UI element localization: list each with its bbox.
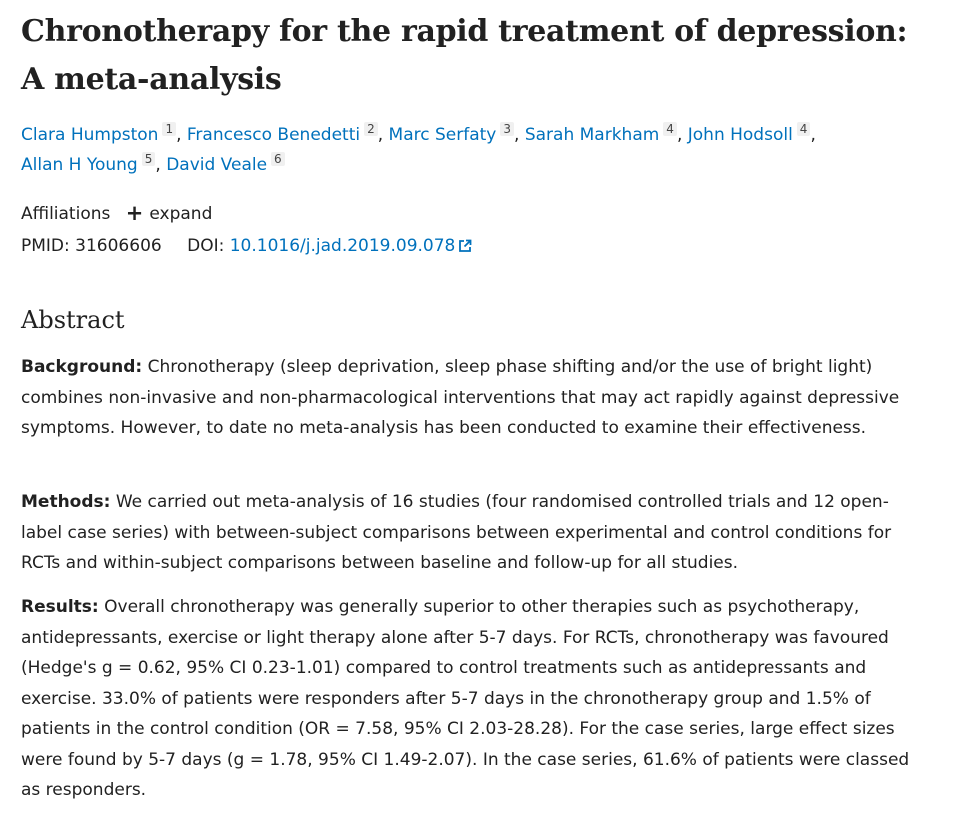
author-link[interactable]: Marc Serfaty	[388, 125, 497, 145]
author-item	[388, 122, 514, 145]
author-separator: ,	[155, 155, 167, 175]
section-text: Chronotherapy (sleep deprivation, sleep phase shifting and/or the use of bright light) combines non-invasive and non-pharmacological interventions that may act rapidly against depressive symptoms. However, to date no meta-analysis has been conducted to examine their effectiveness.	[21, 357, 900, 438]
section-text: We carried out meta-analysis of 16 studies (four randomised controlled trials and 12 open-label case series) with between-subject comparisons between experimental and control conditions for RCTs and within-subject comparisons between baseline and follow-up for all studies.	[21, 492, 892, 573]
abstract-results	[21, 592, 926, 806]
affiliations-row	[21, 198, 212, 228]
section-text: Overall chronotherapy was generally superior to other therapies such as psychotherapy, antidepressants, exercise or light therapy alone after 5-7 days. For RCTs, chronotherapy was favoured (Hedge's g = 0.62, 95% CI 0.23-1.01) compared to control treatments such as antidepressants and exercise. 33.0% of patients were responders after 5-7 days in the chronotherapy group and 1.5% of patients in the control condition (OR = 7.58, 95% CI 2.03-28.28). For the case series, large effect sizes were found by 5-7 days (g = 1.78, 95% CI 1.49-2.07). In the case series, 61.6% of patients were classed as responders.	[21, 597, 910, 800]
author-item	[687, 122, 811, 145]
affiliations-expand-button[interactable]	[125, 201, 213, 225]
affiliation-number[interactable]: 2	[364, 122, 378, 136]
abstract-methods	[21, 487, 926, 579]
plus-icon: +	[125, 201, 144, 225]
affiliation-number[interactable]: 1	[162, 122, 176, 136]
author-link[interactable]: Francesco Benedetti	[186, 125, 361, 145]
author-item	[21, 152, 155, 175]
abstract-background	[21, 352, 926, 444]
expand-label: expand	[149, 204, 213, 224]
author-link[interactable]: David Veale	[166, 155, 268, 175]
doi-label: DOI:	[187, 236, 225, 256]
author-item	[166, 152, 285, 175]
author-item	[21, 122, 176, 145]
section-label: Results:	[21, 597, 99, 617]
article-title: Chronotherapy for the rapid treatment of depression: A meta-analysis	[21, 14, 908, 97]
pmid-label: PMID:	[21, 236, 70, 256]
abstract-heading: Abstract	[21, 306, 125, 334]
doi-link[interactable]	[230, 236, 473, 256]
authors-list	[21, 120, 921, 180]
pmid-value: 31606606	[75, 236, 162, 256]
affiliation-number[interactable]: 6	[271, 152, 285, 166]
author-item	[524, 122, 677, 145]
article-ids	[21, 232, 472, 260]
external-link-icon	[458, 239, 472, 253]
author-item	[186, 122, 378, 145]
affiliation-number[interactable]: 5	[142, 152, 156, 166]
section-label: Methods:	[21, 492, 111, 512]
author-separator: ,	[176, 125, 187, 145]
affiliation-number[interactable]: 4	[663, 122, 677, 136]
author-link[interactable]: Sarah Markham	[524, 125, 660, 145]
doi-value: 10.1016/j.jad.2019.09.078	[229, 236, 456, 256]
section-label: Background:	[21, 357, 143, 377]
author-separator: ,	[377, 125, 389, 145]
author-separator: ,	[676, 125, 688, 145]
affiliation-number[interactable]: 3	[500, 122, 514, 136]
author-separator: ,	[514, 125, 525, 145]
author-separator: ,	[810, 125, 816, 145]
affiliation-number[interactable]: 4	[797, 122, 811, 136]
author-link[interactable]: Clara Humpston	[21, 125, 159, 145]
author-link[interactable]: John Hodsoll	[687, 125, 793, 145]
author-link[interactable]: Allan H Young	[21, 155, 138, 175]
affiliations-label: Affiliations	[21, 204, 111, 224]
